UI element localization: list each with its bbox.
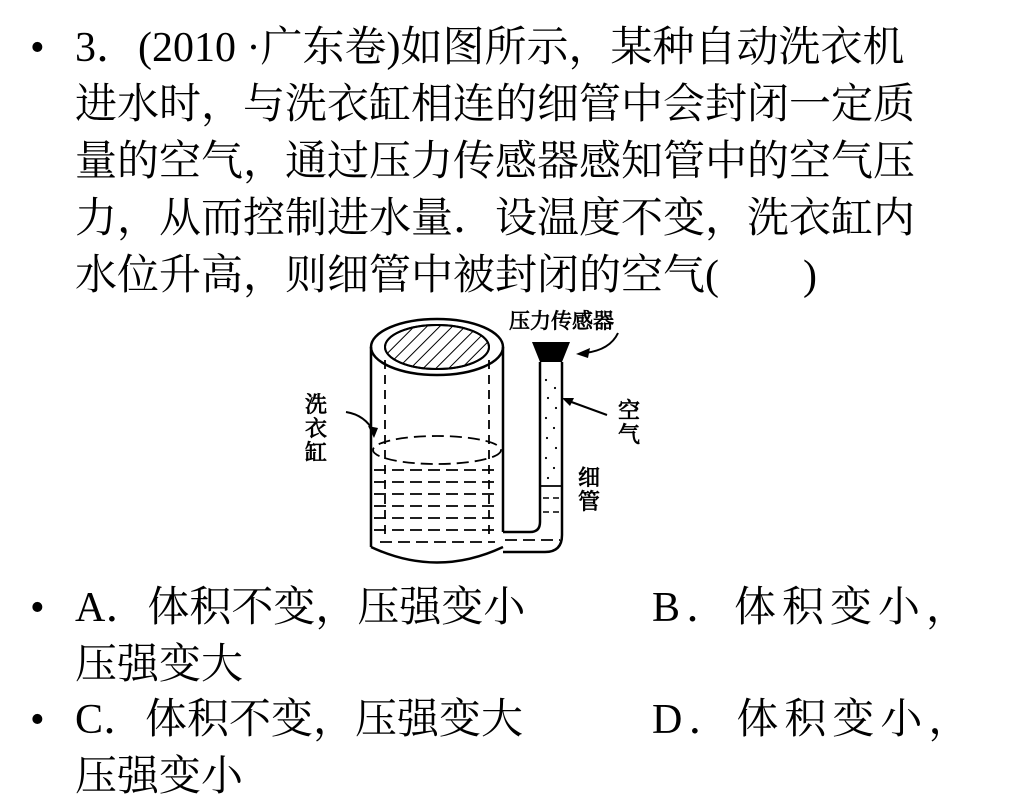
option-b[interactable]: B．体积变小，	[652, 585, 975, 631]
options-row-2	[30, 692, 1010, 806]
label-air: 空气	[618, 399, 641, 448]
option-d[interactable]: D．体积变小，	[652, 697, 977, 743]
label-pressure-sensor: 压力传感器	[509, 309, 614, 333]
air-dots	[545, 379, 557, 479]
water	[373, 436, 560, 542]
option-d-continued: 压强变小	[75, 754, 244, 800]
question-line-3: 量的空气，通过压力传感器感知管中的空气压	[75, 139, 916, 185]
bullet: •	[30, 25, 45, 71]
question-line-5: 水位升高，则细管中被封闭的空气( )	[75, 253, 817, 299]
question-block	[30, 20, 1010, 305]
pressure-sensor	[532, 342, 570, 362]
bullet: •	[30, 585, 45, 631]
options-row-1	[30, 580, 1010, 694]
drum-top-hatched	[385, 325, 489, 369]
thin-tube	[503, 362, 562, 552]
bullet: •	[30, 697, 45, 743]
option-b-continued: 压强变大	[75, 642, 244, 688]
question-line-1: 3．(2010 ·广东卷)如图所示，某种自动洗衣机	[75, 25, 905, 71]
inner-drum	[385, 360, 489, 540]
option-c[interactable]: C．体积不变，压强变大	[75, 697, 524, 743]
question-line-2: 进水时，与洗衣缸相连的细管中会封闭一定质	[75, 82, 916, 128]
option-a[interactable]: A．体积不变，压强变小	[75, 585, 526, 631]
question-line-4: 力，从而控制进水量．设温度不变，洗衣缸内	[75, 196, 916, 242]
washing-machine-diagram	[300, 300, 660, 575]
label-tube: 细管	[578, 466, 601, 515]
label-tub: 洗衣缸	[305, 393, 328, 466]
